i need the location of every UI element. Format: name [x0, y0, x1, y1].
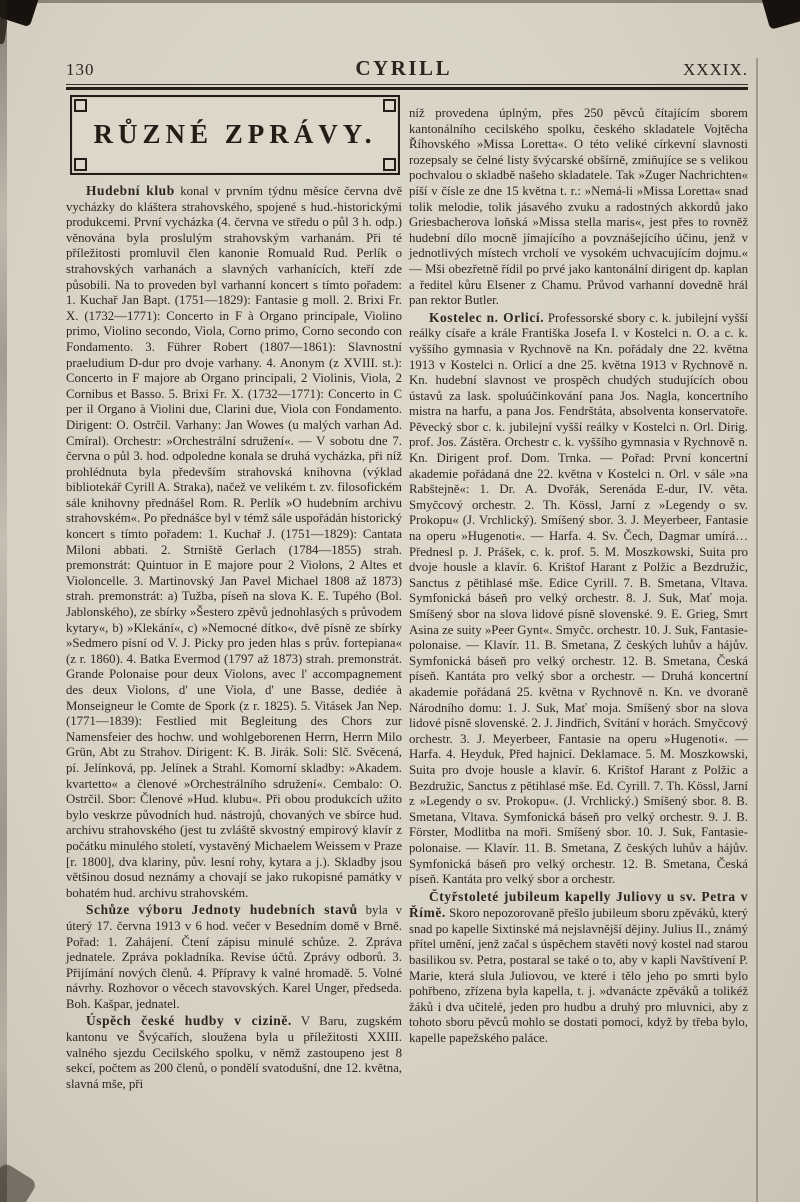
issue-number: XXXIX. [682, 60, 748, 79]
section-title: RŮZNÉ ZPRÁVY. [93, 119, 377, 149]
corner-ornament-top-right [383, 99, 396, 112]
article-lead: Schůze výboru Jednoty hudebních stavů [86, 902, 358, 918]
article-body: V Baru, zugském kantonu ve Švýcařích, sloužena byla u příležitosti XXIII. valného sjezdu Cecilského spolku, v němž zastoupeno jest 8 sekcí, počtem as 200 členů, o pondělí svatodušní, dne 12. května, slavná mše, při [66, 1014, 403, 1091]
journal-title: CYRILL [355, 56, 453, 80]
scan-artifact-bottom-left [0, 1162, 38, 1202]
article-lead: Hudební klub [86, 183, 175, 198]
header-rule [66, 84, 748, 90]
article-schuze-vyboru [66, 902, 402, 1012]
article-lead: Úspěch české hudby v cizině. [86, 1013, 292, 1029]
scan-artifact-top-left-2 [0, 17, 8, 44]
scan-artifact-top-right [760, 0, 800, 30]
article-kostelec [409, 310, 748, 888]
section-title-box [70, 95, 400, 175]
corner-ornament-bottom-right [383, 158, 396, 171]
corner-ornament-top-left [74, 99, 87, 112]
corner-ornament-bottom-left [74, 158, 87, 171]
scan-artifact-top-left [0, 0, 40, 27]
article-continuation [409, 106, 748, 309]
page-number: 130 [66, 60, 95, 79]
article-lead: Kostelec n. Orlicí. [429, 309, 545, 325]
article-lead: Čtyřstoleté jubileum kapelly Juliovy u sv. Petra v Římě. [409, 888, 748, 921]
scan-artifact-right-line [756, 58, 758, 1202]
article-ctyrstolete-jubileum [409, 889, 748, 1047]
article-uspech-ceske-hudby [66, 1013, 402, 1092]
article-body: Skoro nepozorovaně přešlo jubileum sboru zpěváků, který snad po kapelle Sixtinské má nejslavnější dějiny. Julius II., známý přítel umění, jenž začal s úspěchem stavěti nový kostel nad starou basilikou sv. Petra, postaral se také o to, aby v kapli Navštívení P. Marie, která slula Juliovou, ve které i tělo jeho po smrti bylo pohřbeno, zřízena byla kapella, t. j. »dvanácte zpěváků a tolikéž žáků i dva učitelé, jeden pro hudbu a druhý pro mluvnici, aby z tohoto sboru pěvců mohlo se dostati pomoci, když by třeba bylo, kapelle papežského paláce. [409, 906, 749, 1046]
left-column [66, 183, 402, 1093]
running-head [66, 56, 748, 81]
article-hudebni-klub [66, 183, 402, 901]
scan-artifact-top-edge [0, 0, 800, 3]
article-body: konal v prvním týdnu měsíce června dvě vycházky do kláštera strahovského, spojené s hud.-historickými produkcemi. První vycházka (4. června ve středu o půl 3 h. odp.) věnována byla proslulým strahovským varhanám. Při té příležitosti promluvil člen kanonie Romuald Rud. Perlík o strahovských varhanách a slavných varhanících, kteří zde působili. Na to proveden byl varhanní koncert s tímto pořadem: 1. Kuchař Jan Bapt. (1751—1829): Fantasie g moll. 2. Brixi Fr. X. (1732—1771): Concerto in F à Organo principale, Violino primo, Violino secondo, Viola, Corno primo, Corno secondo con Fondamento. 3. Führer Robert (1807—1861): Slavnostní praeludium D-dur pro dvoje varhany. 4. Anonym (z XVIII. st.): Concerto in F majore ab Organo principali, 2 Violinis, Viola, 2 Cornibus et Basso. 5. Brixi Fr. X. (1732—1771): Concerto in C per il Organo à Violini due, Clarini due, Viola con Fondamento. Dirigent: O. Ostrčil. Varhany: Jan Wowes (u malých varhan Ad. Cmíral). Orchestr: »Orchestrální sdružení«. — V sobotu dne 7. června o půl 3. hod. odpoledne konala se druhá vycházka, při níž prohlédnuta byla především strahovská knihovna (výklad bibliotekář Cyrill A. Straka), načež ve velikém t. zv. filosofickém sále knihovny přednášel Rom. R. Perlík »O hudebním archivu strahovském«. Po přednášce byl v témž sále uspořádán historický koncert s tímto pořadem: 1. Kuchař J. (1751—1829): Cantata Miloni abbati. 2. Strniště Gerlach (1784—1855) strah. premonstrát: Quintuor in E majore pour 2 Violons, 2 Altes et Violoncelle. 3. Martinovský Jan Pavel Michael 1808 až 1873) strah. premonstrát: a) Tužba, píseň na slova K. E. Tupého (Bol. Jablonského), ze sbírky »Šestero zpěvů jednohlasých s průvodem kytary«, b) »Klekání«, c) »Nemocné dítko«, dvě písně ze sbírky »Sedmero písní od V. J. Picky pro jeden hlas s prův. fortepiana« (z r. 1860). 4. Batka Evermod (1797 až 1873) strah. premonstrát. Grande Polonaise pour deux Violons, avec l' accompagnement des deux Violons, d' une Viola, d' une Basse, dediée à Monseigneur le Comte de Spork (z r. 1825). 5. Vitásek Jan Nep. (1771—1839): Festlied mit Begleitung des Chors zur Namensfeier des hochw. und wohlgeborenen Herrn, Herrn Milo Grün, Abt zu Strahov. Dirigent: K. B. Jirák. Soli: Slč. Svěcená, pí. Jelínková, pp. Jelínek a Strahl. Komorní skladby: »Akadem. kvartetto« a členové »Orchestrálního sdružení«. Cembalo: O. Ostrčil. Sbor: Členové »Hud. klubu«. Při obou produkcích užito bylo veskrze původních hud. nástrojů, chovaných ve sbírce hud. archivu strahovského (jest tu zvláště skvostný empirový klavír z počátku minulého století, vystavěný Michaelem Weissem v Praze [r. 1800], dva klariny, pův. lesní rohy, kytara a j.). Skladby jsou většinou dosud neznámy a chovají se jako rukopisné památky v bohatém hud. archivu strahovském. [66, 184, 403, 900]
article-body: byla v úterý 17. června 1913 v 6 hod. večer v Besedním domě v Brně. Pořad: 1. Zahájení. Čtení zápisu minulé schůze. 2. Zpráva jednatele. Zpráva pokladníka. Revise účtů. Zprávy odborů. 3. Přijímání nových členů. 4. Přípravy k valné hromadě. 5. Volné návrhy. Rozhovor o věcech stavovských. Karel Unger, předseda. Boh. Kašpar, jednatel. [66, 903, 402, 1011]
article-body: níž provedena úplným, přes 250 pěvců čítajícím sborem kantonálního cecilského spolku, českého skladatele Vojtěcha Říhovského »Missa Loretta«. O této veliké církevní slavnosti rozepsaly se čelné listy švýcarské obšírně, zmiňujíce se s velikou pochvalou o skladbě našeho skladatele. Tak »Zuger Nachrichten« píší v čísle ze dne 15 května t. r.: »Nemá-li »Missa Loretta« snad tolik melodie, tolik jásavého zvuku a radostných akkordů jako Griesbacherova loňská »Missa stella maris«, jest přes to rovněž hudební dílo mocně jímajícího a povznášejícího účinu, jenž v jednotlivých místech vrcholí ve vysokém uchvacujícím dojmu.« — Mši obezřetně řídil po prvé jako kantonální dirigent dp. kaplan a ředitel kůru Elsener z Chamu. Průvod varhanní dovedně hrál pan rektor Butler. [409, 106, 748, 308]
article-body: Professorské sbory c. k. jubilejní vyšší reálky císaře a krále Františka Josefa I. v Kostelci n. O. a c. k. vyššího gymnasia v Rychnově na Kn. pořádaly dne 22. května 1913 v Kostelci n. Orlicí a dne 25. května 1913 v Rychnově n. Kn. hudební slavnost ve prospěch chudých studujících obou ústavů za lask. spoluúčinkování pana Jos. Nagla, koncertního mistra na harfu, a pana Jos. Fendrštáta, absolventa konservatoře. Pěvecký sbor c. k. jubilejní vyšší reálky v Kostelci n. Orl. Dirig. prof. Jos. Zástěra. Orchestr c. k. vyššího gymnasia v Rychnově n. Kn. Dirigent prof. Dom. Trnka. — Pořad: První koncertní akademie pořádaná dne 22. května v Kostelci n. Orl. v sále »na Rabštejně«: 1. Dr. A. Dvořák, Serenáda E-dur, IV. věta. Smyčcový orchestr. 2. Th. Kössl, Jarní z »Legendy o sv. Prokopu« (J. Vrchlický). Smíšený sbor. 3. J. Meyerbeer, Fantasie na operu »Hugenoti«. — Harfa. 4. Sv. Čech, Dagmar umírá… Přednesl p. J. Prášek, c. k. prof. 5. M. Moszkowski, Suita pro dvoje housle a klavír. 6. Krištof Harant z Polžic a Bezdružic, Sanctus z pětihlasé mše. Edice Cyrill. 7. B. Smetana, Vltava. Symfonická báseň pro velký orchestr. 8. J. Suk, Mať moja. Smíšený sbor na slova lidové písně slovenské. 9. E. Grieg, Smrt Asina ze suity »Peer Gynt«. Smyčc. orchestr. 10. J. Suk, Fantasie-polonaise. — Klavír. 11. B. Smetana, Z českých luhův a hájův. Symfonická báseň pro velký orchestr. 12. B. Smetana, Česká píseň. Kantáta pro velký sbor a orchestr. — Druhá koncertní akademie pořádaná 25. května v Rychnově n. Kn. ve dvoraně Národního domu: 1. J. Suk, Mať moja. Smíšený sbor na slova lidové písně slovenské. 2. J. Jindřich, Svítání v horách. Smyčcový orchestr. 3. J. Meyerbeer, Fantasie na operu »Hugenoti«. — Harfa. 4. Heyduk, Před hajnicí. Deklamace. 5. M. Moszkowski, Suita pro dvoje housle a klavír. 6. Krištof Harant z Polžic a Bezdružic, Sanctus z pětihlasé mše. Ed. Cyrill. 7. Th. Kössl, Jarní z »Legendy o sv. Prokopu«. (J. Vrchlický.) Smíšený sbor. 8. B. Smetana, Vltava. Symfonická báseň pro velký orchestr. 9. J. B. Förster, Modlitba na moři. Smíšený sbor. 10. J. Suk, Fantasie-polonaise. — Klavír. 11. B. Smetana, Z českých luhův a hájův. Symfonická báseň pro velký orchestr. 12. B. Smetana, Česká píseň. Kantáta pro velký sbor a orchestr. [409, 310, 748, 887]
right-column [409, 106, 748, 1048]
scan-artifact-left-edge [0, 0, 7, 1202]
